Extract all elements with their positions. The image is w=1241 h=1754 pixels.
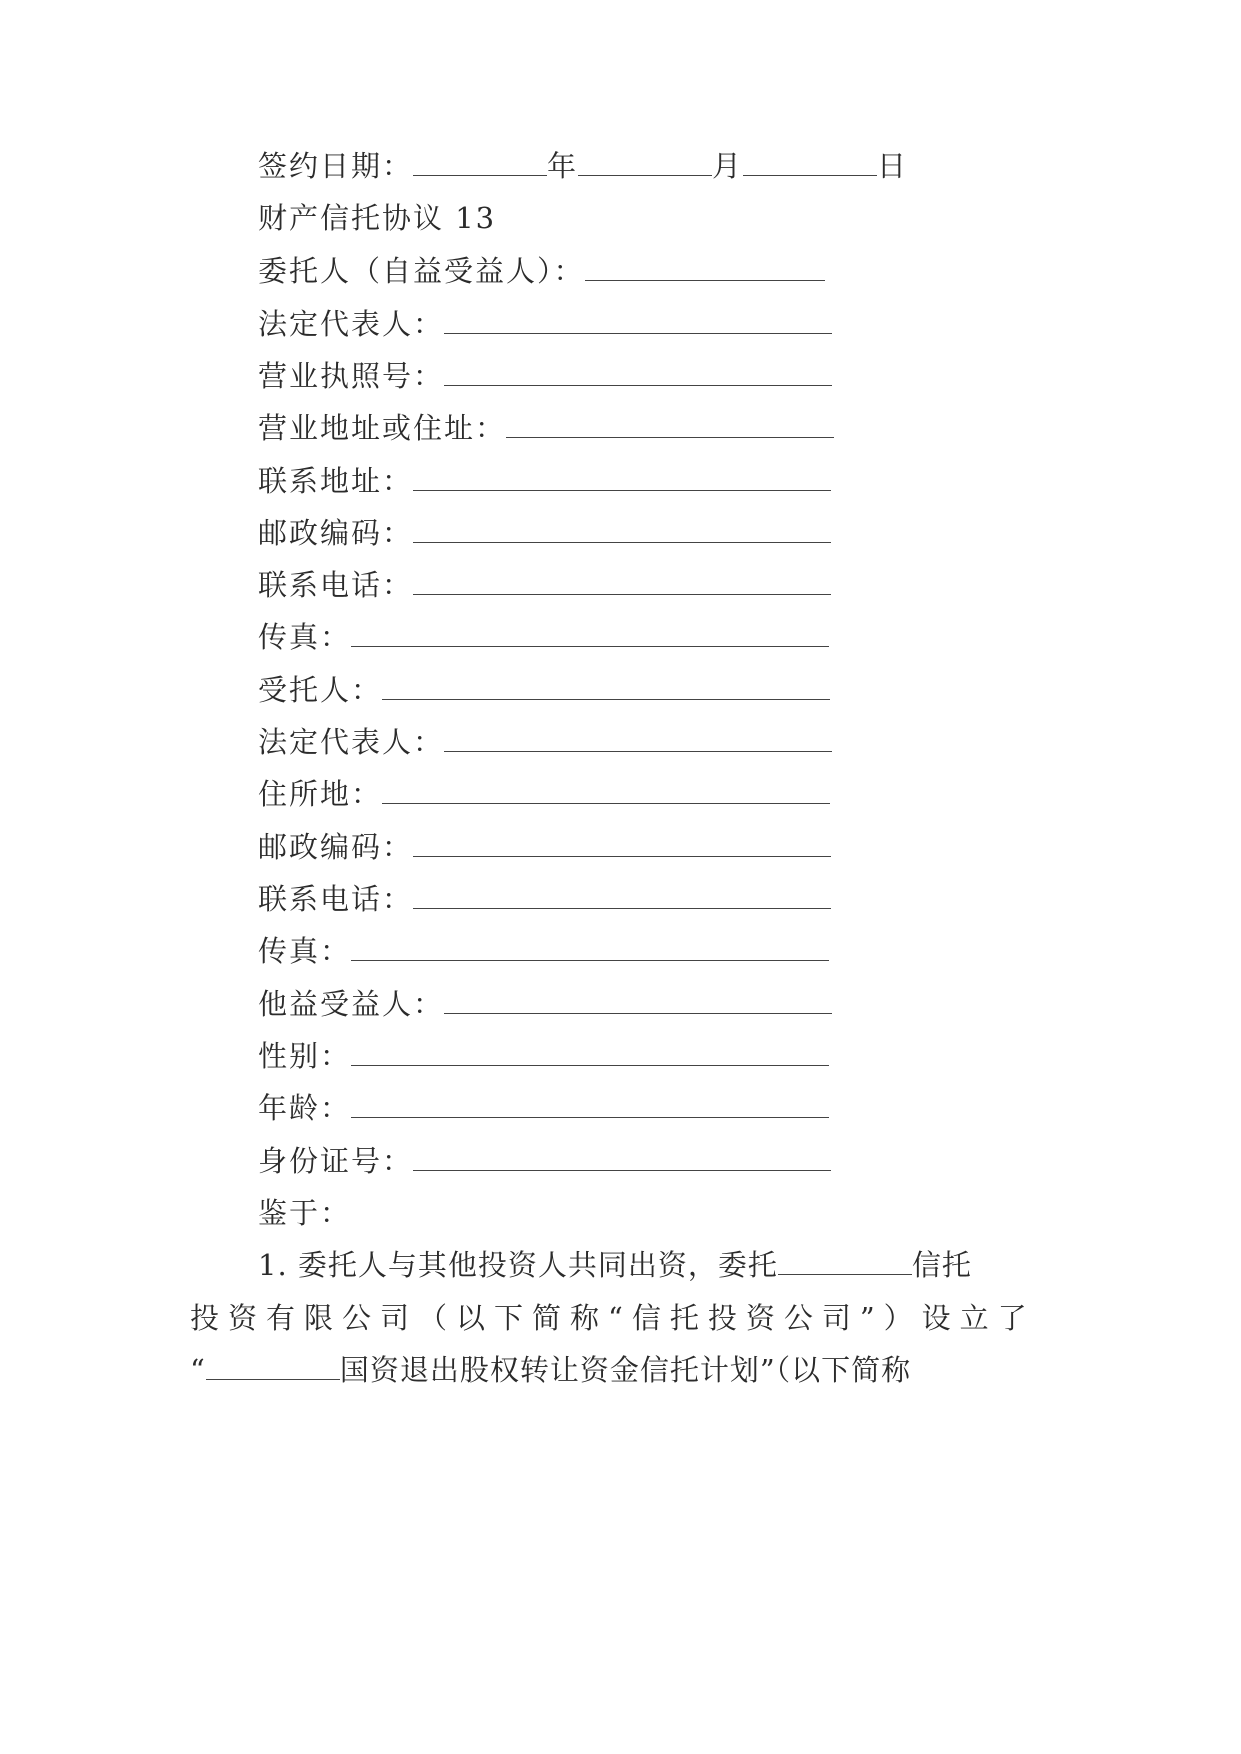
license-line	[258, 356, 832, 396]
trustee-fax-line	[258, 931, 829, 971]
trustee-phone-label: 联系电话：	[258, 882, 414, 916]
phone-blank	[413, 568, 831, 595]
whereas-heading: 鉴于：	[258, 1196, 352, 1230]
fax-blank	[351, 620, 829, 647]
contact-address-blank	[413, 464, 831, 491]
clause1-line1-text: 1. 委托人与其他投资人共同出资，委托	[258, 1248, 778, 1282]
clause1-line1	[258, 1245, 972, 1285]
clause1-line3-quote: “	[190, 1353, 206, 1387]
trustor-line	[258, 251, 825, 291]
id-blank	[413, 1144, 831, 1171]
domicile-label: 住所地：	[258, 777, 383, 811]
age-label: 年龄：	[258, 1091, 352, 1125]
gender-label: 性别：	[258, 1039, 352, 1073]
trustee-phone-line	[258, 879, 831, 919]
day-label: 日	[877, 149, 909, 183]
clause1-line3-text: 国资退出股权转让资金信托计划”（以下简称	[339, 1353, 912, 1387]
legal-rep-label: 法定代表人：	[258, 307, 445, 341]
trustee-legal-rep-blank	[444, 725, 832, 752]
beneficiary-blank	[444, 987, 832, 1014]
trustee-blank	[382, 673, 830, 700]
signing-date-label: 签约日期：	[258, 149, 414, 183]
legal-rep-line	[258, 304, 832, 344]
address-blank	[506, 411, 834, 438]
address-label: 营业地址或住址：	[258, 411, 507, 445]
clause1-line2: 投资有限公司（以下简称“信托投资公司”）设立了	[190, 1301, 1036, 1335]
license-blank	[444, 359, 832, 386]
contact-address-label: 联系地址：	[258, 464, 414, 498]
id-line	[258, 1141, 831, 1181]
trustee-phone-blank	[413, 882, 831, 909]
beneficiary-line	[258, 984, 832, 1024]
gender-line	[258, 1036, 829, 1076]
contact-address-line	[258, 461, 831, 501]
clause1-line3	[190, 1350, 911, 1390]
trustor-blank	[585, 254, 825, 281]
legal-rep-blank	[444, 307, 832, 334]
gender-blank	[351, 1039, 829, 1066]
license-label: 营业执照号：	[258, 359, 445, 393]
signing-date-line	[258, 146, 908, 186]
fax-label: 传真：	[258, 620, 352, 654]
age-blank	[351, 1091, 829, 1118]
trust-company-blank	[778, 1248, 912, 1275]
address-line	[258, 408, 834, 448]
plan-name-blank	[206, 1353, 340, 1380]
beneficiary-label: 他益受益人：	[258, 987, 445, 1021]
domicile-blank	[382, 777, 830, 804]
id-label: 身份证号：	[258, 1144, 414, 1178]
month-label: 月	[712, 149, 744, 183]
year-label: 年	[547, 149, 579, 183]
age-line	[258, 1088, 829, 1128]
postcode-blank	[413, 516, 831, 543]
domicile-line	[258, 774, 830, 814]
trustee-fax-blank	[351, 934, 829, 961]
trustee-label: 受托人：	[258, 673, 383, 707]
document-title: 财产信托协议 13	[258, 201, 497, 235]
trustee-legal-rep-line	[258, 722, 832, 762]
month-blank	[578, 149, 712, 176]
trustee-postcode-line	[258, 827, 831, 867]
year-blank	[413, 149, 547, 176]
trustee-postcode-label: 邮政编码：	[258, 830, 414, 864]
trustee-legal-rep-label: 法定代表人：	[258, 725, 445, 759]
postcode-label: 邮政编码：	[258, 516, 414, 550]
clause1-line1-end: 信托	[911, 1248, 972, 1282]
trustee-fax-label: 传真：	[258, 934, 352, 968]
trustee-line	[258, 670, 830, 710]
day-blank	[743, 149, 877, 176]
trustor-label: 委托人（自益受益人）：	[258, 254, 585, 288]
trustee-postcode-blank	[413, 830, 831, 857]
phone-line	[258, 565, 831, 605]
postcode-line	[258, 513, 831, 553]
phone-label: 联系电话：	[258, 568, 414, 602]
fax-line	[258, 617, 829, 657]
